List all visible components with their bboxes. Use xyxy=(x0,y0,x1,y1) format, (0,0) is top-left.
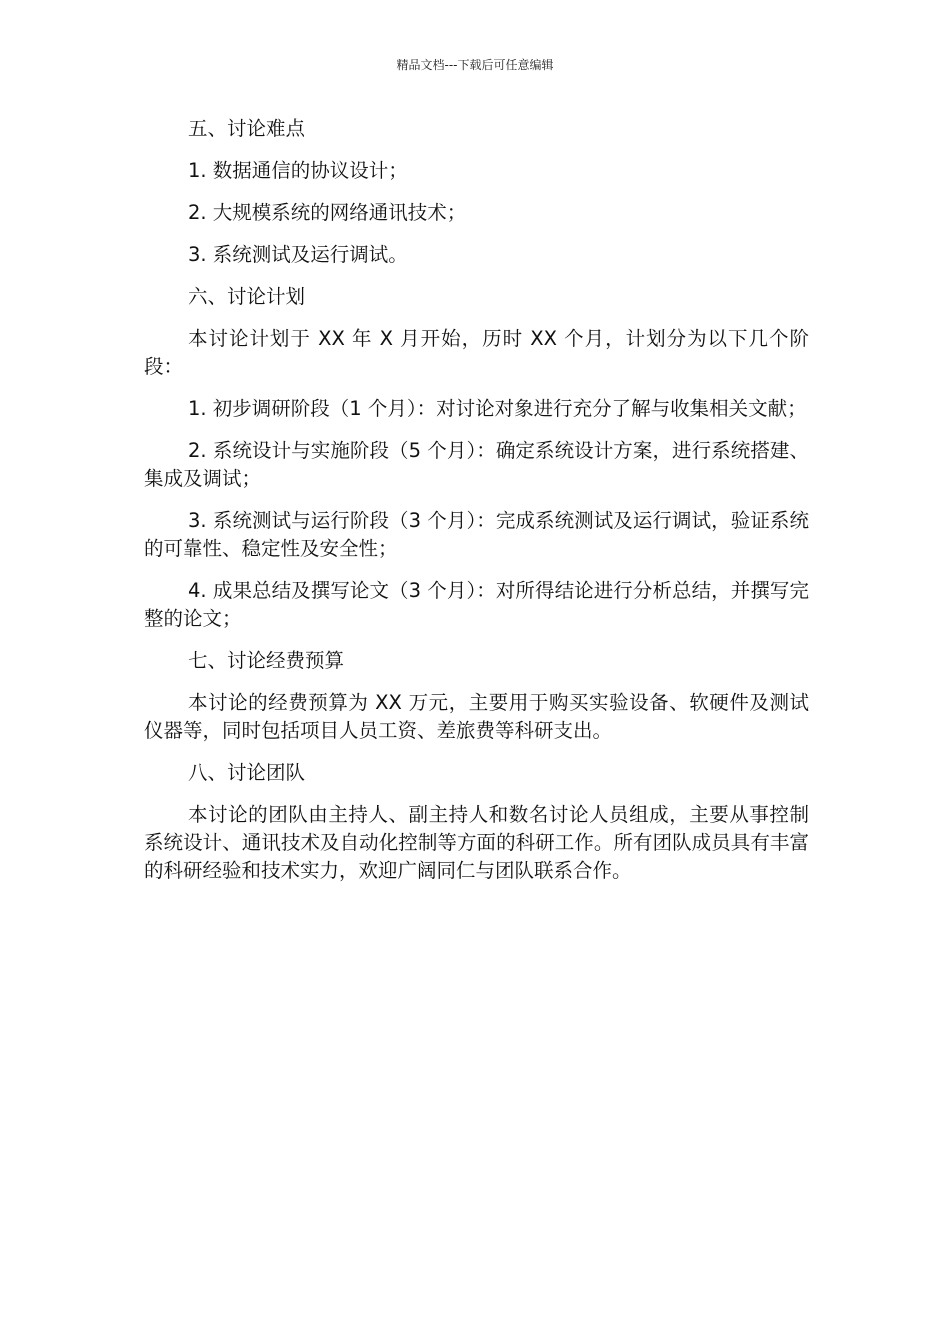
budget-paragraph: 本讨论的经费预算为 XX 万元，主要用于购买实验设备、软硬件及测试仪器等，同时包括项目人员工资、差旅费等科研支出。 xyxy=(144,691,809,742)
difficulty-item-2: 2. 大规模系统的网络通讯技术； xyxy=(188,201,467,224)
plan-stage-2: 2. 系统设计与实施阶段（5 个月）：确定系统设计方案，进行系统搭建、集成及调试； xyxy=(144,439,809,490)
section-heading-difficulties: 五、讨论难点 xyxy=(188,117,306,140)
section-heading-team: 八、讨论团队 xyxy=(188,761,306,784)
plan-intro-paragraph: 本讨论计划于 XX 年 X 月开始，历时 XX 个月，计划分为以下几个阶段： xyxy=(144,327,809,378)
section-heading-plan: 六、讨论计划 xyxy=(188,285,306,308)
difficulty-item-1: 1. 数据通信的协议设计； xyxy=(188,159,408,182)
plan-stage-1: 1. 初步调研阶段（1 个月）：对讨论对象进行充分了解与收集相关文献； xyxy=(188,397,807,420)
plan-stage-3: 3. 系统测试与运行阶段（3 个月）：完成系统测试及运行调试，验证系统的可靠性、稳定性及安全性； xyxy=(144,509,809,560)
plan-stage-4: 4. 成果总结及撰写论文（3 个月）：对所得结论进行分析总结，并撰写完整的论文； xyxy=(144,579,809,630)
section-heading-budget: 七、讨论经费预算 xyxy=(188,649,345,672)
page-header: 精品文档---下载后可任意编辑 xyxy=(396,58,554,72)
difficulty-item-3: 3. 系统测试及运行调试。 xyxy=(188,243,408,266)
document-body xyxy=(144,115,809,899)
team-paragraph: 本讨论的团队由主持人、副主持人和数名讨论人员组成，主要从事控制系统设计、通讯技术及自动化控制等方面的科研工作。所有团队成员具有丰富的科研经验和技术实力，欢迎广阔同仁与团队联系合作。 xyxy=(144,803,809,882)
